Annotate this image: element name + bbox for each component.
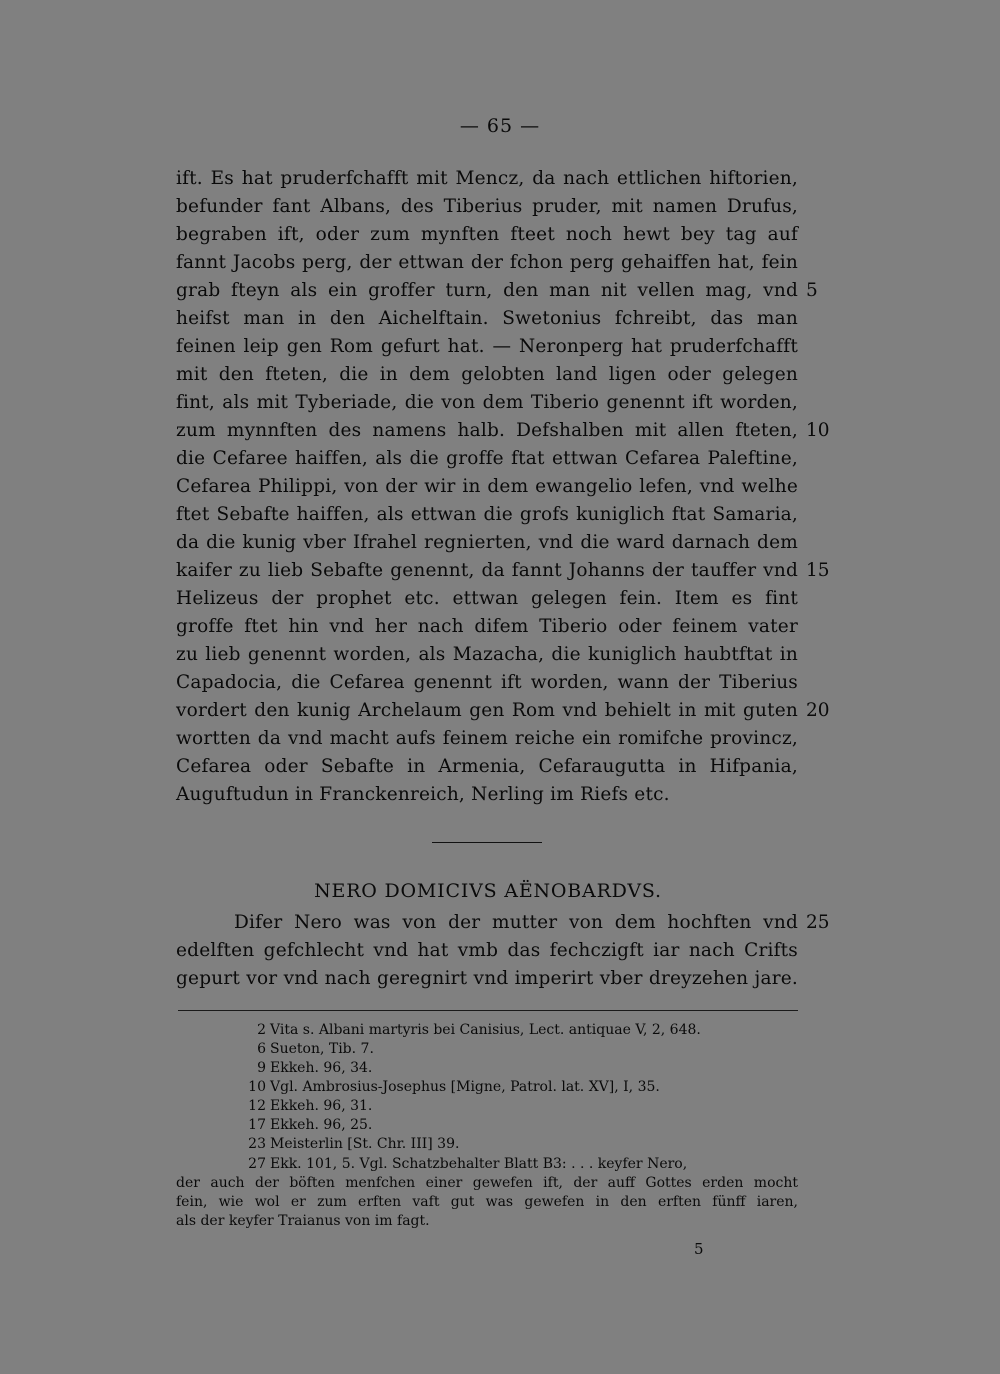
text-line: fannt Jacobs perg, der ettwan der fchon perg gehaiffen hat, fein [176,252,798,273]
text-line: feinen leip gen Rom gefurt hat. — Neronperg hat pruderfchafft [176,336,798,357]
text-line: ift. Es hat pruderfchafft mit Mencz, da nach ettlichen hiftorien, [176,168,798,189]
text-line: zu lieb genennt worden, als Mazacha, die kuniglich haubtftat in [176,644,798,665]
footnote-number: 17 [248,1117,266,1133]
footnote-text: Ekk. 101, 5. Vgl. Schatzbehalter Blatt B3: . . . keyfer Nero, [270,1156,688,1172]
page-number: — 65 — [459,115,541,137]
footnote-number: 10 [248,1079,266,1095]
text-line: groffe ftet hin vnd her nach difem Tiberio oder feinem vater [176,616,798,637]
text-line: befunder fant Albans, des Tiberius pruder, mit namen Drufus, [176,196,798,217]
signature-mark: 5 [694,1240,704,1258]
text-line: gepurt vor vnd nach geregnirt vnd imperirt vber dreyzehen jare. [176,968,798,989]
text-line: da die kunig vber Ifrahel regnierten, vnd die ward darnach dem [176,532,798,553]
footnote-text: Ekkeh. 96, 31. [270,1098,373,1114]
footnote-text: Vita s. Albani martyris bei Canisius, Lect. antiquae V, 2, 648. [270,1022,701,1038]
footnote-text: Vgl. Ambrosius-Josephus [Migne, Patrol. lat. XV], I, 35. [270,1079,660,1095]
footnote [248,1156,688,1172]
footnote-number: 27 [248,1156,266,1172]
footnote-text: Meisterlin [St. Chr. III] 39. [270,1136,460,1152]
footnote-number: 23 [248,1136,266,1152]
text-line: Capadocia, die Cefarea genennt ift worden, wann der Tiberius [176,672,798,693]
footnote-text: Ekkeh. 96, 34. [270,1060,373,1076]
margin-line-number: 15 [806,560,830,581]
section-heading: NERO DOMICIVS AËNOBARDVS. [314,880,662,902]
footnote [248,1098,373,1114]
margin-line-number: 10 [806,420,830,441]
footnote-number: 6 [257,1041,266,1057]
section-divider [432,842,542,843]
footnote-rule [178,1010,798,1011]
text-line: Cefarea oder Sebafte in Armenia, Cefaraugutta in Hifpania, [176,756,798,777]
footnote-text: Sueton, Tib. 7. [270,1041,374,1057]
margin-line-number: 25 [806,912,830,933]
text-line: fint, als mit Tyberiade, die von dem Tiberio genennt ift worden, [176,392,798,413]
text-line: grab fteyn als ein groffer turn, den man nit vellen mag, vnd [176,280,798,301]
text-line: wortten da vnd macht aufs feinem reiche ein romifche provincz, [176,728,798,749]
text-line: mit den fteten, die in dem gelobten land ligen oder gelegen [176,364,798,385]
footnote [257,1041,374,1057]
footnote-continuation: der auch der böften menfchen einer gewefen ift, der auff Gottes erden mocht [176,1175,798,1191]
text-line: Helizeus der prophet etc. ettwan gelegen fein. Item es fint [176,588,798,609]
text-line: zum mynnften des namens halb. Defshalben mit allen fteten, [176,420,798,441]
footnote [248,1117,373,1133]
footnote-continuation: als der keyfer Traianus von im fagt. [176,1213,430,1229]
text-line: ftet Sebafte haiffen, als ettwan die grofs kuniglich ftat Samaria, [176,504,798,525]
footnote-number: 9 [257,1060,266,1076]
margin-line-number: 20 [806,700,830,721]
footnote-text: Ekkeh. 96, 25. [270,1117,373,1133]
footnote [248,1079,660,1095]
footnote-number: 2 [257,1022,266,1038]
text-line: edelften gefchlecht vnd hat vmb das fechczigft iar nach Crifts [176,940,798,961]
footnote [257,1022,701,1038]
footnote [248,1136,460,1152]
text-line: die Cefaree haiffen, als die groffe ftat ettwan Cefarea Paleftine, [176,448,798,469]
text-line: Difer Nero was von der mutter von dem hochften vnd [234,912,798,933]
footnote-continuation: fein, wie wol er zum erften vaft gut was gewefen in den erften fünff iaren, [176,1194,798,1210]
text-line: Cefarea Philippi, von der wir in dem ewangelio lefen, vnd welhe [176,476,798,497]
text-line: kaifer zu lieb Sebafte genennt, da fannt Johanns der tauffer vnd [176,560,798,581]
footnote-number: 12 [248,1098,266,1114]
text-line: begraben ift, oder zum mynften fteet noch hewt bey tag auf [176,224,798,245]
text-line: heifst man in den Aichelftain. Swetonius fchreibt, das man [176,308,798,329]
margin-line-number: 5 [806,280,818,301]
text-line: Auguftudun in Franckenreich, Nerling im Riefs etc. [176,784,670,805]
text-line: vordert den kunig Archelaum gen Rom vnd behielt in mit guten [176,700,798,721]
footnote [257,1060,373,1076]
